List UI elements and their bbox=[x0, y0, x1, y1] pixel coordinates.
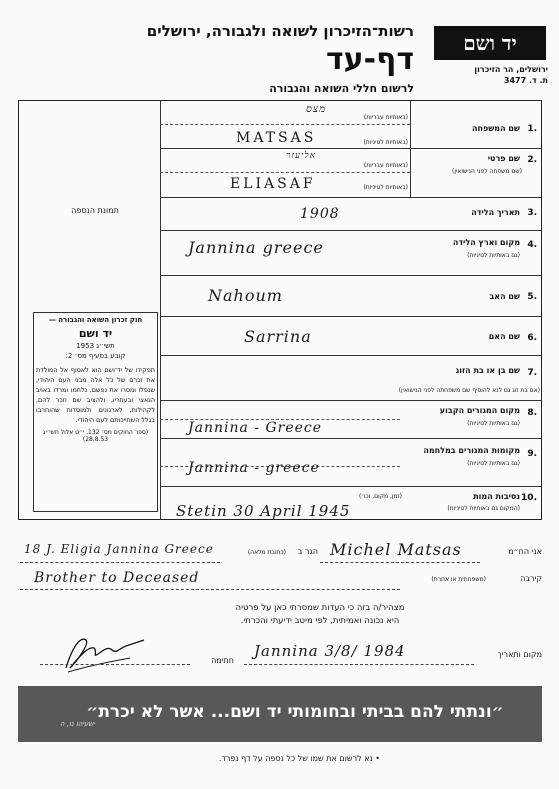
law-text bbox=[36, 316, 155, 443]
law-heading: חוק זכרון השואה והגבורה — bbox=[48, 316, 143, 324]
wartime-residence-label: מקומות המגורים במלחמה bbox=[423, 446, 520, 455]
relation-line bbox=[20, 589, 400, 590]
first-name-hebrew-value: אליעזר bbox=[286, 151, 316, 161]
declaration-statement bbox=[150, 602, 490, 628]
place-date-line bbox=[244, 664, 474, 665]
row-number: 1. bbox=[527, 124, 537, 134]
place-date-value: Jannina 3/8/ 1984 bbox=[254, 642, 406, 660]
birth-place-value: Jannina greece bbox=[188, 238, 324, 257]
place-date-label: מקום ותאריך bbox=[497, 650, 542, 659]
latin-letters-hint: (המקום גם באותיות לטיניות) bbox=[447, 505, 520, 512]
row-separator bbox=[160, 486, 541, 487]
first-name-latin-value: ELIASAF bbox=[230, 176, 316, 192]
label-divider bbox=[410, 100, 411, 197]
row-number: 9. bbox=[527, 449, 537, 459]
death-circumstances-label: נסיבות המות bbox=[473, 492, 520, 501]
death-circumstances-value: Stetin 30 April 1945 bbox=[176, 502, 351, 520]
wartime-residence-value: Jannina - greece bbox=[188, 460, 320, 476]
subrow-line bbox=[160, 172, 410, 173]
row-number: 10. bbox=[521, 493, 537, 503]
row-separator bbox=[160, 438, 541, 439]
address-line-1: ירושלים, הר הזיכרון bbox=[474, 65, 548, 74]
row-number: 2. bbox=[527, 155, 537, 165]
latin-letters-hint: (באותיות לטיניות) bbox=[363, 184, 408, 191]
row-number: 6. bbox=[527, 333, 537, 343]
row-separator bbox=[160, 275, 541, 276]
permanent-residence-label: מקום המגורים הקבוע bbox=[439, 406, 520, 415]
relation-value: Brother to Deceased bbox=[34, 570, 200, 586]
address-hint: (כתובת מלאה) bbox=[247, 549, 286, 556]
column-divider bbox=[160, 100, 161, 520]
row-number: 7. bbox=[527, 368, 537, 378]
declarant-name-value: Michel Matsas bbox=[330, 540, 462, 559]
resident-label: הגר ב bbox=[297, 547, 318, 556]
mother-name-value: Sarrina bbox=[244, 327, 312, 346]
law-name: יד ושם bbox=[78, 327, 113, 340]
declaration-line-1: מצהיר/ה בזה כי העדות שמסרתי כאן על פרטיה bbox=[235, 603, 405, 613]
yad-vashem-logo: יד ושם bbox=[434, 26, 546, 60]
maiden-name-hint: (שם משפחה לפני הנישואין) bbox=[452, 168, 522, 175]
banner-quote: ״ונתתי להם בביתי ובחומותי יד ושם... אשר לא יכרת״ bbox=[86, 702, 504, 722]
mother-name-label: שם האם bbox=[488, 332, 520, 341]
row-number: 8. bbox=[527, 408, 537, 418]
row-separator bbox=[160, 230, 541, 231]
subrow-line bbox=[160, 124, 410, 125]
address-line-2: ת. ד. 3477 bbox=[503, 76, 548, 85]
row-separator bbox=[160, 355, 541, 356]
father-name-label: שם האב bbox=[489, 292, 520, 301]
spouse-maiden-hint: (אם בת זוג גם לנא להוסיף שם משפחתה לפני הנישואין) bbox=[398, 387, 540, 394]
page-title: דף-עד bbox=[326, 42, 414, 77]
family-name-hebrew-value: מצס bbox=[306, 104, 326, 115]
spouse-name-label: שם בן או בת הזוג bbox=[455, 366, 520, 375]
latin-letters-hint: (גם באותיות לטיניות) bbox=[467, 252, 520, 259]
row-separator bbox=[160, 148, 541, 149]
latin-letters-hint: (באותיות לטיניות) bbox=[363, 139, 408, 146]
death-circumstances-hint: (זמן, מקום, וכו׳) bbox=[359, 493, 402, 500]
declaration-line-2: היא נכונה ואמיתית, לפי מיטב ידיעתי והכרתי. bbox=[240, 616, 400, 626]
hebrew-letters-hint: (באותיות עבריות) bbox=[363, 114, 408, 121]
first-name-label: שם פרטי bbox=[487, 154, 520, 163]
banner-source-text: ישעיהו נו, ה bbox=[60, 720, 95, 728]
address-block bbox=[440, 64, 548, 86]
footnote bbox=[120, 754, 380, 763]
row-number: 5. bbox=[527, 292, 537, 302]
row-separator bbox=[160, 400, 541, 401]
signature-drawing bbox=[58, 628, 148, 674]
signature-label: חתימה bbox=[211, 656, 234, 665]
row-separator bbox=[160, 197, 541, 198]
photo-label: תמונת הנספה bbox=[71, 206, 119, 215]
row-separator bbox=[160, 316, 541, 317]
hebrew-letters-hint: (באותיות עבריות) bbox=[363, 162, 408, 169]
declarant-address-line bbox=[20, 562, 220, 563]
relation-hint: (משפחתית או אחרת) bbox=[431, 576, 486, 583]
row-number: 3. bbox=[527, 208, 537, 218]
row-number: 4. bbox=[527, 240, 537, 250]
latin-letters-hint: (גם באותיות לטיניות) bbox=[467, 420, 520, 427]
law-source: (ספר החוקים מס׳ 132, י״ט אלול תשי״ג 28.8.53) bbox=[42, 429, 149, 443]
page-subtitle: לרשום חללי השואה והגבורה bbox=[269, 82, 414, 95]
latin-letters-hint: (גם באותיות לטיניות) bbox=[467, 460, 520, 467]
footnote-text: נא לרשום את שמו של כל נספה על דף נפרד. bbox=[218, 754, 373, 763]
birth-date-label: תאריך הלידה bbox=[471, 208, 520, 217]
signature-line bbox=[40, 664, 190, 665]
declarant-name-line bbox=[320, 562, 480, 563]
family-name-label: שם המשפחה bbox=[471, 124, 520, 133]
declarant-address-value: 18 J. Eligia Jannina Greece bbox=[24, 542, 214, 556]
birth-place-label: מקום וארץ הלידה bbox=[452, 238, 520, 247]
law-clause: קובע בסעיף מס׳ 2: bbox=[65, 352, 126, 360]
law-body: תפקידו של יד־ושם הוא לאסוף אל המולדת את זכרם של כל אלה מבני העם היהודי, שנפלו ומסרו את נפשם, נלחמו ומרדו באויב הנאצי ובעוזריו, ולהציב שם וזכר להם, לקהילות, לארגונים ולמוסדות שהוחרבו בגלל השתייכותם לעם היהודי. bbox=[36, 366, 155, 424]
footnote-bullet-icon: • bbox=[372, 754, 380, 763]
relation-label: קירבה bbox=[520, 574, 542, 583]
permanent-residence-value: Jannina - Greece bbox=[188, 420, 323, 436]
family-name-latin-value: MATSAS bbox=[236, 130, 317, 146]
birth-date-value: 1908 bbox=[300, 206, 340, 222]
header-authority-title: רשות־הזיכרון לשואה ולגבורה, ירושלים bbox=[146, 22, 414, 40]
law-year: תשי״ג 1953 bbox=[76, 342, 115, 350]
father-name-value: Nahoum bbox=[208, 286, 283, 305]
declarant-label: אני הח״מ bbox=[508, 547, 542, 556]
